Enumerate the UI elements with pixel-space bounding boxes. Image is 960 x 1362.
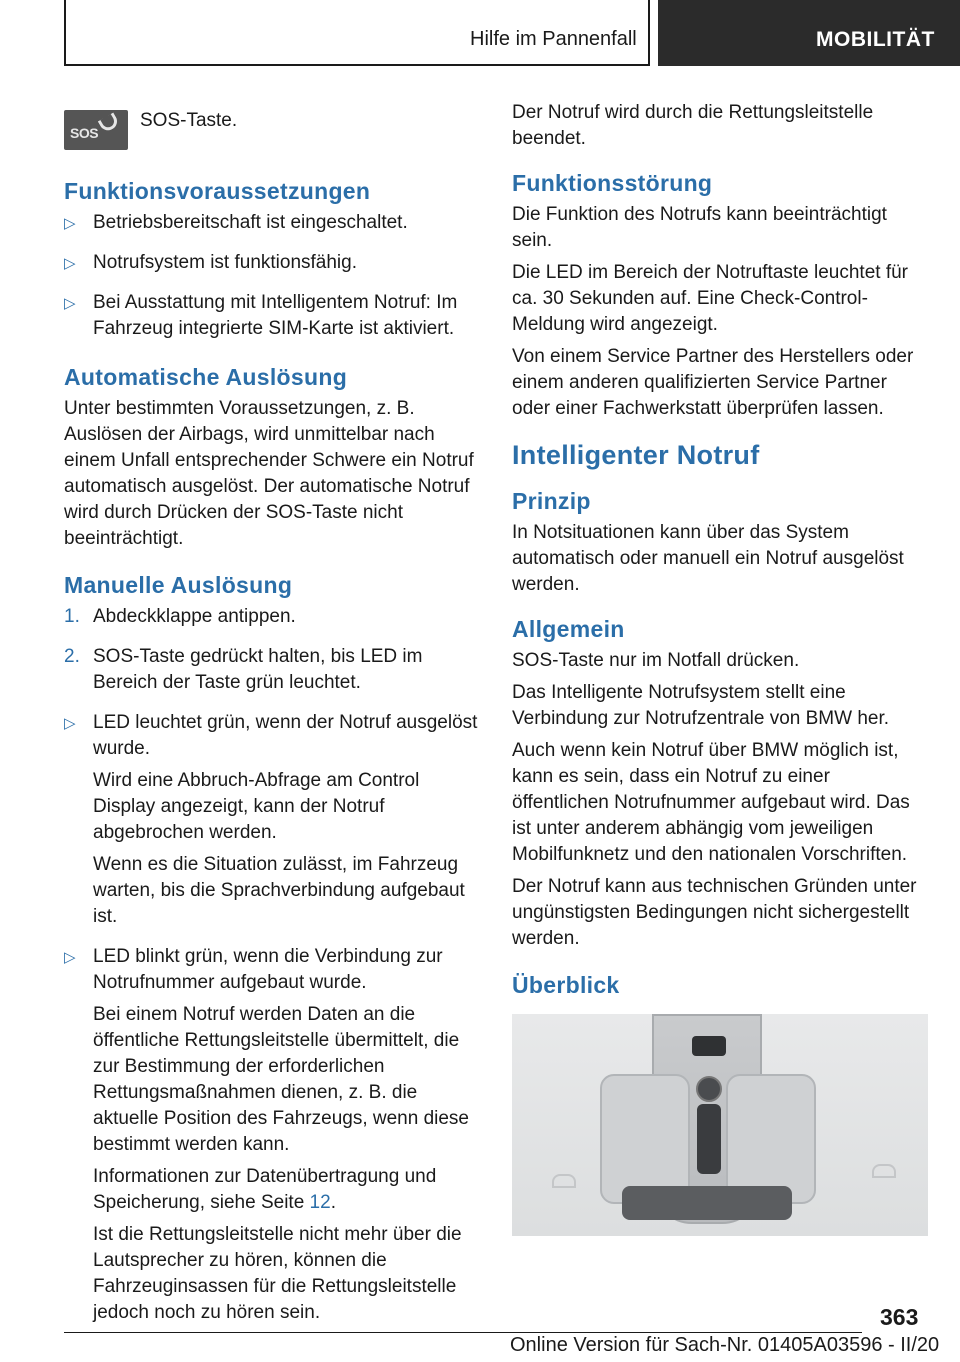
paragraph: Der Notruf kann aus technischen Gründen unter ungünstigsten Bedingungen nicht sichergestellt werden. (512, 876, 917, 949)
list-item (64, 710, 478, 936)
header-section-title: Hilfe im Pannenfall (470, 28, 637, 50)
heading-ueberblick: Überblick (512, 972, 620, 998)
header-right-rule (648, 0, 650, 66)
sensor-module (692, 1036, 726, 1056)
step-text: SOS-Taste gedrückt halten, bis LED im Bereich der Taste grün leuchtet. (93, 646, 423, 693)
footer-version: Online Version für Sach-Nr. 01405A03596 - II/20 (510, 1334, 940, 1356)
triangle-bullet-icon: ▷ (64, 255, 76, 272)
list-item (64, 250, 478, 282)
heading-automatische-ausloesung: Automatische Auslösung (64, 364, 348, 390)
phone-handset-icon (98, 112, 121, 133)
text-span: . (330, 1192, 336, 1213)
list-item (64, 210, 478, 242)
heading-allgemein: Allgemein (512, 616, 625, 642)
list-item-text: LED blinkt grün, wenn die Verbindung zur Notrufnummer aufgebaut wurde. (93, 946, 443, 993)
sos-icon-text: SOS (70, 125, 99, 141)
left-column (64, 100, 478, 1346)
button-bar (622, 1186, 792, 1220)
step-text: Abdeckklappe antippen. (93, 606, 296, 627)
page-link[interactable]: 12 (309, 1192, 331, 1213)
list-item-text: Bei einem Notruf werden Daten an die öffentliche Rettungsleitstelle übermittelt, die zur Bestimmung der erforderlichen Rettungsmaßnahmen dienen, z. B. die aktuelle Position des Fahrzeugs, wenn diese bestimmt werden kann. (93, 1004, 470, 1155)
manual-steps-list (64, 604, 478, 1332)
triangle-bullet-icon: ▷ (64, 295, 76, 312)
header-chapter-tab: MOBILITÄT (658, 0, 960, 66)
paragraph: In Notsituationen kann über das System automatisch oder manuell ein Notruf ausgelöst werden. (512, 522, 904, 595)
heading-prinzip: Prinzip (512, 488, 591, 514)
list-item (64, 944, 478, 1332)
paragraph: Das Intelligente Notrufsystem stellt eine Verbindung zur Notrufzentrale von BMW her. (512, 682, 890, 729)
triangle-bullet-icon: ▷ (64, 949, 76, 966)
paragraph: Unter bestimmten Voraussetzungen, z. B. Auslösen der Airbags, wird unmittelbar nach einem Unfall entsprechender Schwere ein Notruf automatisch ausgelöst. Der automatische Notruf wird durch Drücken der SOS-Taste nicht beeinträchtigt. (64, 398, 474, 549)
footer-rule (64, 1332, 862, 1333)
sos-key-label: SOS-Taste. (140, 110, 238, 131)
paragraph: Der Notruf wird durch die Rettungsleitstelle beendet. (512, 102, 874, 149)
list-item-text: Notrufsystem ist funktionsfähig. (93, 252, 357, 273)
list-item-text: LED leuchtet grün, wenn der Notruf ausgelöst wurde. (93, 712, 478, 759)
overhead-console-photo (512, 1014, 928, 1236)
page-number: 363 (880, 1304, 919, 1330)
list-item-text (93, 1164, 478, 1216)
list-item-text: Betriebsbereitschaft ist eingeschaltet. (93, 212, 408, 233)
reading-light-right (726, 1074, 816, 1204)
step-number: 2. (64, 646, 80, 667)
step-item (64, 604, 478, 636)
header-bottom-rule (64, 64, 650, 66)
text-span: Informationen zur Datenübertragung und Speicherung, siehe Seite (93, 1166, 437, 1213)
right-column (512, 100, 926, 1236)
step-item (64, 644, 478, 702)
step-number: 1. (64, 606, 80, 627)
requirements-list (64, 210, 478, 348)
list-item-text: Ist die Rettungsleitstelle nicht mehr über die Lautsprecher zu hören, können die Fahrzeuginsassen für die Rettungsleitstelle jedoch noch zu hören sein. (93, 1224, 462, 1323)
sos-button-icon (64, 110, 128, 150)
heading-manuelle-ausloesung: Manuelle Auslösung (64, 572, 293, 598)
paragraph: Auch wenn kein Notruf über BMW möglich ist, kann es sein, dass ein Notruf zu einer öffentlichen Notrufnummer aufgebaut wird. Das ist unter anderem abhängig vom jeweiligen Mobilfunknetz und den nationalen Vorschriften. (512, 740, 910, 865)
sos-key-row (64, 100, 478, 170)
headliner-hook-left (552, 1174, 576, 1188)
list-item-text: Bei Ausstattung mit Intelligentem Notruf: Im Fahrzeug integrierte SIM-Karte ist aktiviert. (93, 292, 458, 339)
sos-cover-button (696, 1076, 722, 1102)
control-strip (697, 1104, 721, 1174)
list-item-text: Wenn es die Situation zulässt, im Fahrzeug warten, bis die Sprachverbindung aufgebaut ist. (93, 854, 465, 927)
paragraph: SOS-Taste nur im Notfall drücken. (512, 650, 800, 671)
paragraph: Die Funktion des Notrufs kann beeinträchtigt sein. (512, 204, 887, 251)
heading-funktionsvoraussetzungen: Funktionsvoraussetzungen (64, 178, 371, 204)
headliner-hook-right (872, 1164, 896, 1178)
list-item (64, 290, 478, 348)
header-left-rule (64, 0, 66, 66)
triangle-bullet-icon: ▷ (64, 215, 76, 232)
heading-intelligenter-notruf: Intelligenter Notruf (512, 440, 760, 470)
reading-light-left (600, 1074, 690, 1204)
paragraph: Die LED im Bereich der Notruftaste leuchtet für ca. 30 Sekunden auf. Eine Check-Control-Meldung wird angezeigt. (512, 262, 909, 335)
paragraph: Von einem Service Partner des Herstellers oder einem anderen qualifizierten Service Partner oder einer Fachwerkstatt überprüfen lassen. (512, 346, 914, 419)
heading-funktionsstoerung: Funktionsstörung (512, 170, 713, 196)
list-item-text: Wird eine Abbruch-Abfrage am Control Display angezeigt, kann der Notruf abgebrochen werden. (93, 770, 420, 843)
triangle-bullet-icon: ▷ (64, 715, 76, 732)
